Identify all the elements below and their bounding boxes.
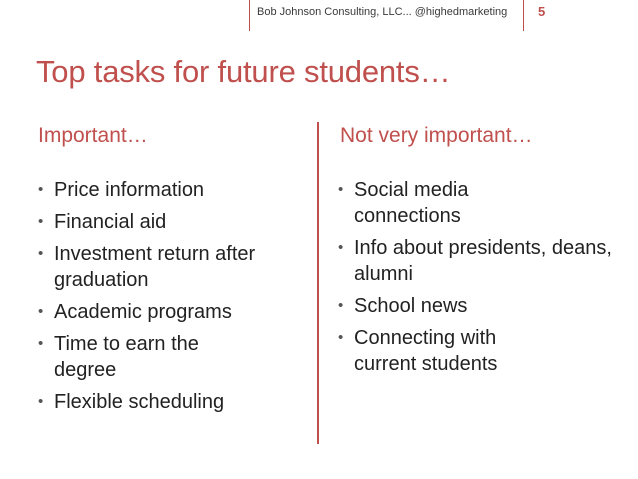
- list-item-text: Info about presidents, deans, alumni: [354, 237, 612, 285]
- list-item: [38, 299, 308, 325]
- list-item-text: Time to earn the degree: [54, 333, 199, 381]
- list-item-text: Financial aid: [54, 211, 167, 233]
- list-item-text: School news: [354, 295, 468, 317]
- bullet-icon: •: [338, 181, 344, 198]
- list-item: [38, 331, 264, 383]
- list-item: [38, 177, 308, 203]
- bullet-icon: •: [38, 393, 44, 410]
- bullet-icon: •: [38, 335, 44, 352]
- header-divider-left: [249, 0, 250, 31]
- list-item-text: Academic programs: [54, 301, 232, 323]
- list-item-text: Price information: [54, 179, 205, 201]
- bullet-icon: •: [38, 303, 44, 320]
- bullet-icon: •: [338, 297, 344, 314]
- bullet-icon: •: [38, 245, 44, 262]
- list-item: [338, 325, 554, 377]
- list-item: [338, 293, 628, 319]
- list-item: [338, 235, 614, 287]
- list-item: [38, 241, 274, 293]
- column-divider: [317, 122, 319, 444]
- list-item: [338, 177, 524, 229]
- slide-header: [0, 0, 638, 30]
- right-column-heading: Not very important…: [340, 124, 533, 147]
- important-list: [38, 177, 308, 421]
- bullet-icon: •: [338, 329, 344, 346]
- page-number: 5: [538, 4, 546, 19]
- slide-title: Top tasks for future students…: [36, 54, 451, 89]
- left-column-heading: Important…: [38, 124, 148, 147]
- list-item: [38, 389, 308, 415]
- bullet-icon: •: [38, 213, 44, 230]
- list-item-text: Flexible scheduling: [54, 391, 225, 413]
- not-important-list: [338, 177, 628, 383]
- header-divider-right: [523, 0, 524, 31]
- list-item-text: Social media connections: [354, 179, 469, 227]
- list-item-text: Connecting with current students: [354, 327, 498, 375]
- list-item-text: Investment return after graduation: [54, 243, 256, 291]
- bullet-icon: •: [38, 181, 44, 198]
- bullet-icon: •: [338, 239, 344, 256]
- list-item: [38, 209, 308, 235]
- header-text: Bob Johnson Consulting, LLC... @highedmarketing: [257, 6, 508, 18]
